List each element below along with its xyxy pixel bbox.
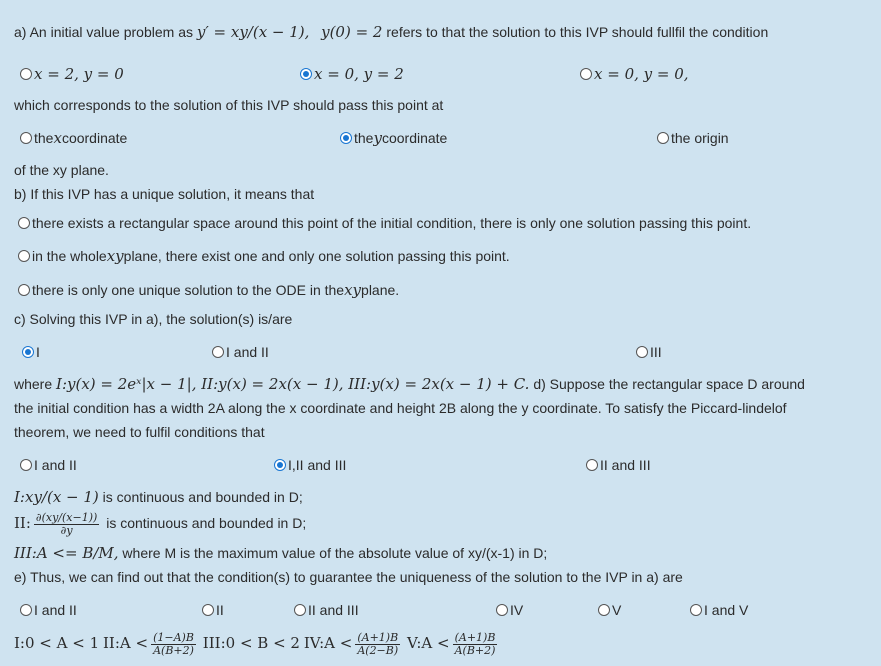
e-option-3[interactable]: II and III [294,600,359,620]
partial-derivative-frac: $\frac{\partial(xy/(x-1))}{\partial y}$ [35,510,98,537]
radio-icon[interactable] [20,68,32,80]
e-conditions: I:0 < A < 1 II:A < $\frac{(1-A)B}{A(B+2)}$ III:0 < B < 2 IV:A < $\frac{(A+1)B}{A(2-B)}$ V:A < $\frac{(A+1)B}{A(B+2)}$ [14,630,496,657]
e-cond-5: V:A < [407,634,450,652]
e-option-1[interactable]: I and II [20,600,77,620]
radio-icon[interactable] [20,604,32,616]
radio-selected-icon[interactable] [300,68,312,80]
e-cond-2: II:A < [103,634,149,652]
cond-option-1[interactable]: x = 2, y = 0 [20,64,124,84]
b-option-2[interactable]: in the whole xy plane, there exist one and only one solution passing this point. [18,246,510,266]
d-condition-2: II: $\frac{\partial(xy/(x-1))}{\partial y}$ is continuous and bounded in D; [14,510,307,537]
d-condition-3: III:A <= B/M, where M is the maximum value of the absolute value of xy/(x-1) in D; [14,544,548,562]
corresponds-text: which corresponds to the solution of this IVP should pass this point at [14,97,444,113]
radio-icon[interactable] [496,604,508,616]
part-c-question: c) Solving this IVP in a), the solution(s) is/are [14,311,293,327]
ode-math: y′ = xy/(x − 1), [196,23,310,41]
radio-icon[interactable] [20,459,32,471]
e-option-6[interactable]: I and V [690,600,748,620]
part-d-text-line3: theorem, we need to fulfil conditions that [14,424,265,440]
part-b-question: b) If this IVP has a unique solution, it means that [14,186,315,202]
radio-icon[interactable] [690,604,702,616]
radio-icon[interactable] [586,459,598,471]
radio-selected-icon[interactable] [340,132,352,144]
c-option-3[interactable]: III [636,342,662,362]
d-option-1[interactable]: I and II [20,455,77,475]
b-option-3[interactable]: there is only one unique solution to the ODE in the xy plane. [18,280,399,300]
b-option-1[interactable]: there exists a rectangular space around this point of the initial condition, there is only one solution passing this point. [18,213,751,233]
where-line: where I:y(x) = 2eˣ|x − 1|, II:y(x) = 2x(x − 1), III:y(x) = 2x(x − 1) + C. d) Suppose the rectangular space D around [14,375,805,393]
radio-icon[interactable] [18,284,30,296]
e-option-4[interactable]: IV [496,600,523,620]
c-option-2[interactable]: I and II [212,342,269,362]
radio-icon[interactable] [212,346,224,358]
e-cond-3: III:0 < B < 2 [202,634,300,652]
e-cond-4: IV:A < [303,634,353,652]
coord-option-y[interactable]: the y coordinate [340,128,447,148]
ic-math: y(0) = 2 [321,23,383,41]
radio-icon[interactable] [294,604,306,616]
e-option-2[interactable]: II [202,600,224,620]
radio-icon[interactable] [18,217,30,229]
radio-icon[interactable] [580,68,592,80]
radio-icon[interactable] [18,250,30,262]
radio-icon[interactable] [636,346,648,358]
e-option-5[interactable]: V [598,600,621,620]
radio-icon[interactable] [657,132,669,144]
d-option-3[interactable]: II and III [586,455,651,475]
radio-icon[interactable] [202,604,214,616]
c-option-1[interactable]: I [22,342,40,362]
radio-selected-icon[interactable] [274,459,286,471]
coord-option-origin[interactable]: the origin [657,128,729,148]
solutions-math: I:y(x) = 2eˣ|x − 1|, II:y(x) = 2x(x − 1), III:y(x) = 2x(x − 1) + C. [56,375,530,393]
cond-option-3[interactable]: x = 0, y = 0, [580,64,689,84]
radio-selected-icon[interactable] [22,346,34,358]
e-cond-1: I:0 < A < 1 [14,634,100,652]
cond-option-2[interactable]: x = 0, y = 2 [300,64,404,84]
d-option-2[interactable]: I,II and III [274,455,346,475]
part-a-tail: of the xy plane. [14,162,109,178]
part-e-question: e) Thus, we can find out that the condition(s) to guarantee the uniqueness of the solution to the IVP in a) are [14,569,683,585]
radio-icon[interactable] [20,132,32,144]
part-a-question: a) An initial value problem as y′ = xy/(x − 1), y(0) = 2 refers to that the solution to this IVP should fullfil the condition [14,23,769,41]
coord-option-x[interactable]: the x coordinate [20,128,127,148]
part-d-text-line2: the initial condition has a width 2A along the x coordinate and height 2B along the y coordinate. To satisfy the Piccard-lindelof [14,400,787,416]
radio-icon[interactable] [598,604,610,616]
d-condition-1: I:xy/(x − 1) is continuous and bounded in D; [14,488,303,506]
